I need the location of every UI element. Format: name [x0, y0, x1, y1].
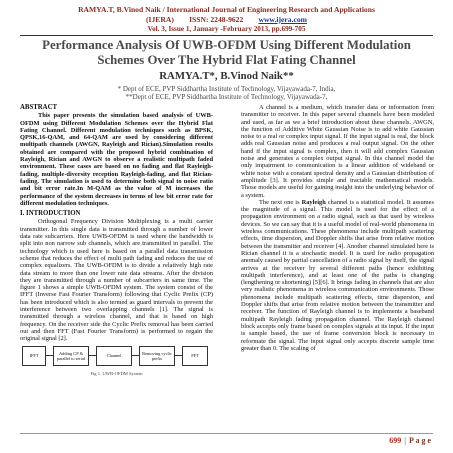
affiliation-2: **Dept of ECE, PVP Siddhartha Institute of Technology, Vijayawada-7,: [125, 93, 328, 101]
intro-text: Orthogonal Frequency Division Multiplexing is a multi carrier transmitter. In this single data is transmitted through a number of lower data rate subcarriers. Here UWB-OFDM is used where the bandwidth is split into non narrow sub channels, which are transmitted in parallel. The technology which is used here is based on a parallel data transmission scheme that reduces the effect of multi path fading and reduces the use of complex equalizers. The UWB-OFDM is to divide a relatively high rate data stream to more than one lower rate data streams. After the division they are transmitted through a number of subcarriers in same time. The figure 1 shows a simple UWB-OFDM system. The system consist of the IFFT (Inverse Fast Fourier Transform) following that Cyclic Prefix (CP) has been introduced which is also termed as guard intervals to prevent the interference between two overlapping channels [1]. The signal is transmitted through a wireless channel, and that is based on high frequency. On the receiver side the Cyclic Prefix removal has been carried out and then FFT (Fast Fourier Transform) is performed to regain the original signal [2].: [20, 218, 213, 343]
fig-block-channel: Channel: [96, 346, 132, 366]
journal-abbrev: (IJERA): [146, 15, 174, 24]
fig-block-ifft: IFFT: [22, 346, 46, 366]
page-number-separator: |: [404, 436, 406, 445]
journal-url-link[interactable]: www.ijera.com: [258, 15, 307, 24]
channel-intro-text: A channel is a medium, which transfer data or information from transmitter to receiver. In this paper several channels have been modeled and used, as far as we a brief introduction about these channels. AWGN, the function of Additive White Gaussian Noise is to add white Gaussian noise to a real or complex input signal. If the input signal is real, the block adds real Gaussian noise and produces a real output signal. On the other hand if the input signal is complex, then it will add complex Gaussian noise and generates a complex output signal. In this channel model the only impairment to communication is a linear addition of wideband or white noise with a constant spectral density and a Gaussian distribution of amplitude [3]. It provides simple and tractable mathematical models. Those models are useful for gaining insight into the underlying behavior of a system.: [241, 104, 434, 199]
figure-caption: Fig 1. UWB-OFDM System: [90, 370, 143, 376]
intro-heading: I. INTRODUCTION: [20, 210, 81, 218]
right-column: [241, 104, 434, 352]
paper-title: Performance Analysis Of UWB-OFDM Using Different Modulation Schemes Over The Hybrid Flat Fating Channel: [42, 38, 411, 67]
paper-authors: RAMYA.T*, B.Vinod Naik**: [159, 70, 294, 82]
affiliation-1: * Dept of ECE, PVP Siddhartha Institute of Technology, Vijayawada-7, India,: [117, 85, 336, 93]
journal-volume-line: Vol. 3, Issue 1, January -February 2013, pp.699-705: [147, 25, 306, 33]
fig-block-fft: FFT: [182, 346, 208, 366]
abstract-text: This paper presents the simulation based analysis of UWB-OFDM using Different Modulation Schemes over the Hybrid Flat Fating Channel. Different modulation techniques such as BPSK, QPSK,16-QAM, and 64-QAM are used by considering different multipath channels (AWGN, Rayleigh and Rician).Simulation results obtained are compared with the proposed hybrid combination of Rayleigh, Rician and AWGN to observe a realistic multipath faded environment. These cases are based on no fading and flat Rayleigh-fading, multiple-diversity reception Rayleigh-fading, and flat Rician-fading. The simulation is used to determine both signal to noise ratio and bit error rate.In M-QAM as the value of M increases the performance of the system decreases in terms of low bit error rate for different modulation techniques.: [20, 112, 213, 207]
journal-issn: ISSN: 2248-9622: [189, 15, 244, 24]
fig-arrow: [131, 355, 139, 356]
figure-1: [20, 346, 213, 380]
fig-arrow: [174, 355, 182, 356]
rayleigh-text: channel is a statistical model. It assumes the magnitude of a signal. This model is used for the effect of a propagation environment on a radio signal, such as that used by wireless devices. So we can say that it is a useful model of real-world phenomena in wireless communications. These phenomena include multipath scattering effects, time dispersion, and Doppler shifts that arise from relative motion between the transmitter and receiver [4]. Another channel simulated here is Rician channel it is a stochastic model. It is used for radio propagation anomaly caused by partial cancellation of a radio signal by itself, the signal arrives at the receiver by several different paths (hence exhibiting multipath interference), and at least one of the paths is changing (lengthening or shortening) [5][6]. It brings fading in channels that are also very realistic phenomena in wireless communication environments. Those phenomena include multipath scattering effects, time dispersion, and Doppler shifts that arise from relative motion between the transmitter and receiver. The function of Rayleigh channel is to implements a baseband multipath Rayleigh fading propagation channel. The Rayleigh channel block accepts only frame based on complex signals at its input. If the input is sample based, the use of frame conversion block is necessary to reformate the signal. The input signal only accepts discrete sample time greater than 0. The scaling of: [241, 198, 434, 352]
page-number-label: P a g e: [409, 436, 431, 445]
rayleigh-lead: The next one is: [259, 198, 300, 206]
fig-arrow: [88, 355, 96, 356]
page-number: [389, 436, 431, 445]
rayleigh-term: Rayleigh: [301, 198, 326, 206]
fig-block-remove-cp: Removing cyclic prefix: [139, 346, 175, 366]
journal-header-line1: RAMYA.T, B.Vinod Naik / International Journal of Engineering Research and Applications: [78, 5, 375, 14]
footer-rule: [20, 433, 433, 434]
left-column: [20, 104, 213, 380]
fig-block-add-cp: Adding CP & parallel to serial: [53, 346, 89, 366]
rayleigh-paragraph: [241, 199, 434, 352]
journal-header-line2: [20, 15, 433, 24]
page-number-value: 699: [389, 436, 402, 445]
fig-arrow: [45, 355, 53, 356]
abstract-heading: ABSTRACT: [20, 104, 58, 111]
header-rule: [20, 35, 433, 36]
